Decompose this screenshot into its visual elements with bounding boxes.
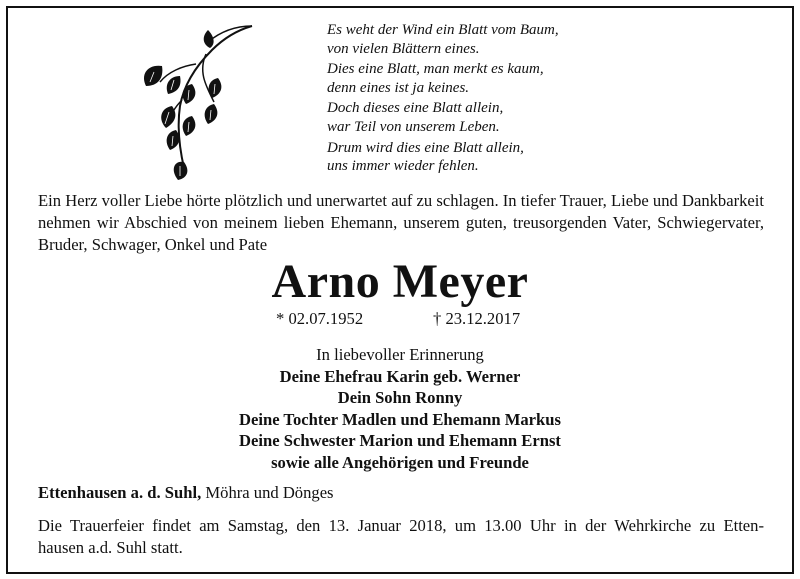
mourner-line: Deine Schwester Marion und Ehemann Ernst bbox=[239, 431, 561, 450]
poem-line: denn eines ist ja keines. bbox=[327, 79, 470, 96]
funeral-line: Die Trauerfeier findet am Samstag, den 13. Januar 2018, um 13.00 Uhr in der Wehrkirche zu Etten- bbox=[38, 516, 764, 535]
poem-stanza bbox=[327, 99, 647, 136]
death-date: † 23.12.2017 bbox=[433, 309, 521, 328]
mourners-list bbox=[0, 344, 800, 473]
poem bbox=[327, 21, 647, 178]
poem-line: war Teil von unserem Leben. bbox=[327, 118, 500, 135]
location-rest: Möhra und Dönges bbox=[205, 483, 334, 502]
poem-line: uns immer wieder fehlen. bbox=[327, 158, 479, 175]
leaf-branch-icon bbox=[134, 20, 254, 188]
poem-line: Drum wird dies eine Blatt allein, bbox=[327, 139, 524, 156]
location-main: Ettenhausen a. d. Suhl, bbox=[38, 483, 202, 502]
mourner-line: Deine Tochter Madlen und Ehemann Markus bbox=[239, 409, 561, 429]
poem-line: Es weht der Wind ein Blatt vom Baum, bbox=[327, 22, 559, 38]
birth-date: * 02.07.1952 bbox=[276, 309, 364, 328]
poem-line: von vielen Blättern eines. bbox=[327, 40, 480, 57]
mourner-line: Dein Sohn Ronny bbox=[337, 388, 463, 407]
deceased-name: Arno Meyer bbox=[271, 255, 529, 308]
poem-stanza bbox=[327, 21, 647, 58]
memory-intro: In liebevoller Erinnerung bbox=[316, 345, 484, 364]
location-line bbox=[38, 483, 334, 503]
poem-line: Dies eine Blatt, man merkt es kaum, bbox=[327, 61, 544, 78]
intro-text: Ein Herz voller Liebe hörte plötzlich und unerwartet auf zu schlagen. In tiefer Trauer, Liebe und Dankbarkeit nehmen wir Abschied von meinem lieben Ehemann, unserem guten, treusorgenden Vater, Schwiegervater, Bruder, Schwager, Onkel und Pate bbox=[38, 191, 764, 254]
funeral-notice bbox=[38, 515, 764, 559]
funeral-line: hausen a.d. Suhl statt. bbox=[38, 538, 183, 557]
poem-line: Doch dieses eine Blatt allein, bbox=[327, 100, 504, 117]
poem-stanza bbox=[327, 60, 647, 97]
mourner-line: Deine Ehefrau Karin geb. Werner bbox=[279, 366, 521, 386]
poem-stanza bbox=[327, 139, 647, 176]
mourner-line: sowie alle Angehörigen und Freunde bbox=[271, 452, 529, 472]
